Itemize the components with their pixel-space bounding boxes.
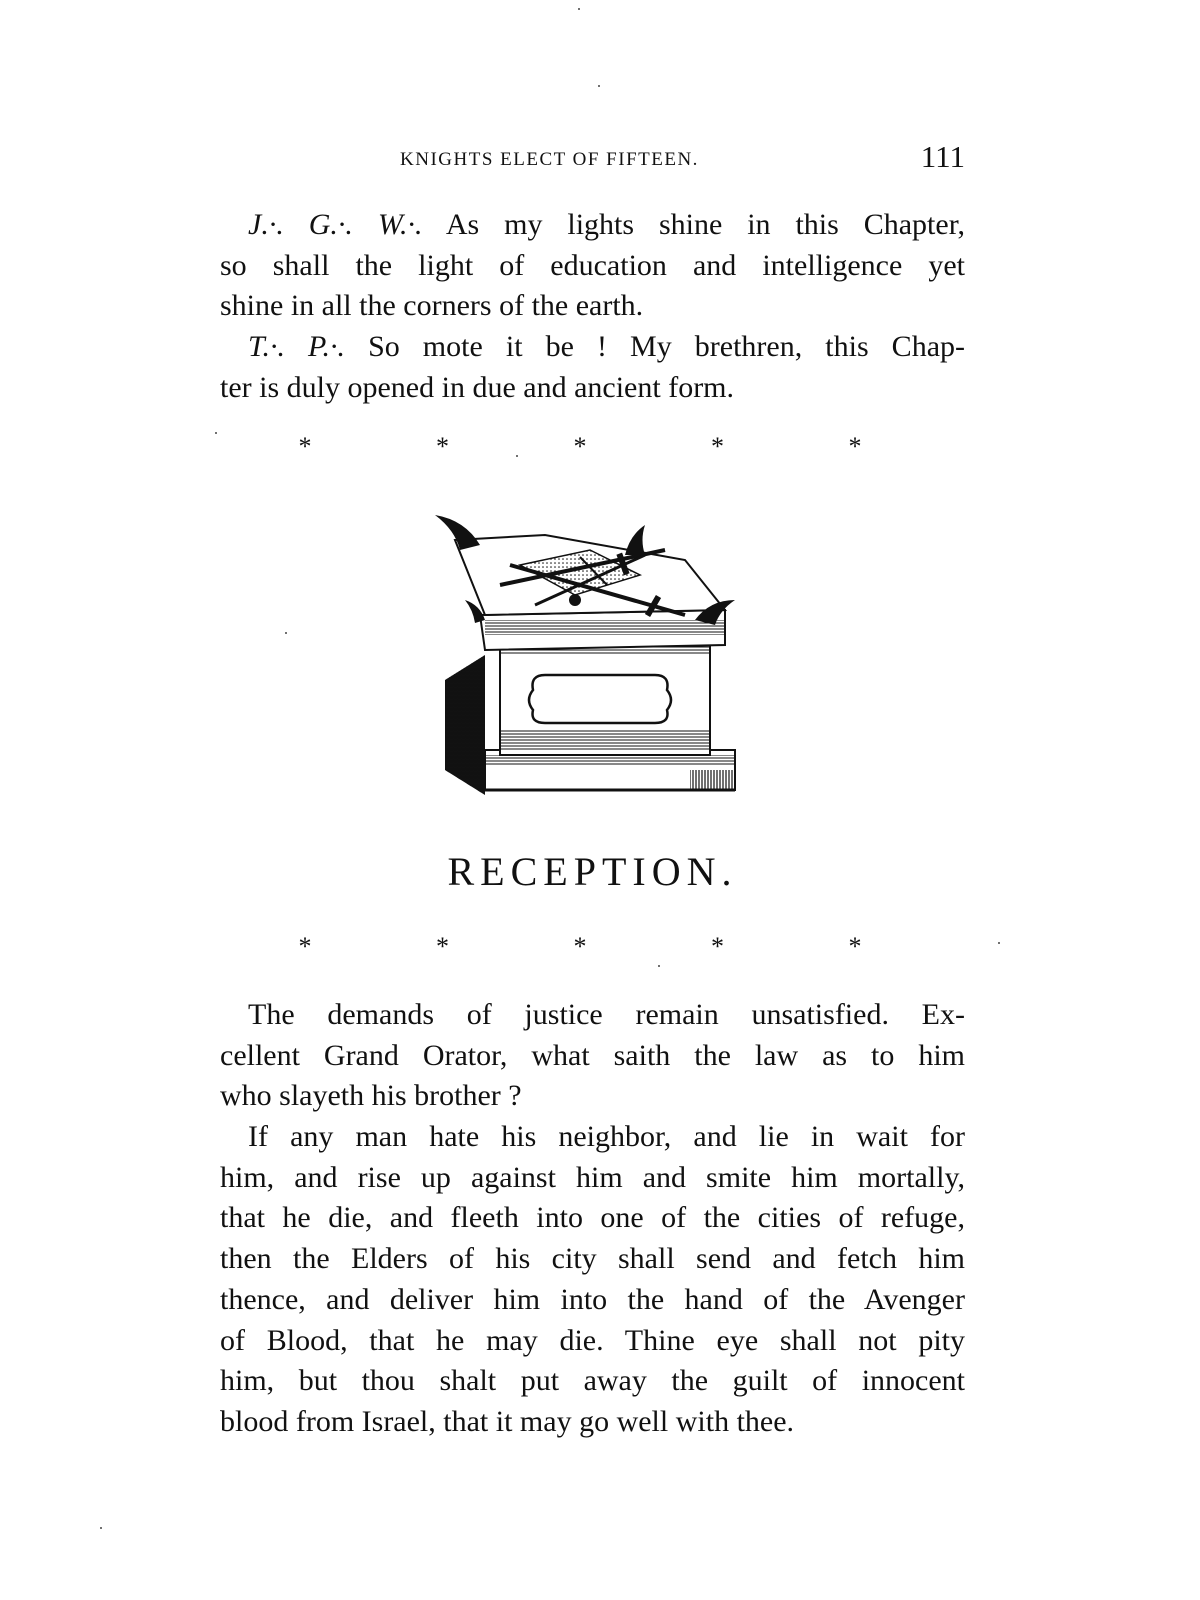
page-number: 111 [920,139,965,174]
text-line [220,205,965,246]
text-line: that he die, and fleeth into one of the cities of refuge, [220,1201,965,1235]
section-heading: RECEPTION. [447,849,738,894]
reception-text [220,995,965,1443]
speaker-abbreviation: J.·. G.·. W.·. [248,208,423,241]
text-line [220,327,965,368]
cartouche-panel [529,675,671,723]
text-line: blood from Israel, that it may go well with thee. [220,1404,795,1438]
text-line: cellent Grand Orator, what saith the law as to him [220,1038,965,1072]
text-line: ter is duly opened in due and ancient form. [220,370,735,404]
asterism-divider [290,932,870,962]
asterism-divider [290,432,870,462]
asterisk: * [298,932,312,961]
scan-speck [516,455,518,457]
altar-illustration [425,505,745,810]
asterisk: * [573,432,587,461]
asterisk: * [711,932,724,961]
running-title: KNIGHTS ELECT OF FIFTEEN. [400,149,699,170]
text-line: him, and rise up against him and smite him mortally, [220,1160,965,1194]
paragraph-thrice-potent [220,327,965,408]
scan-speck [578,8,580,10]
asterisk: * [848,432,862,461]
text-span: So mote it be ! My brethren, this Chap- [368,330,966,364]
scan-speck [658,965,660,967]
running-head [220,135,965,175]
asterisk: * [848,932,862,961]
text-line: If any man hate his neighbor, and lie in wait for [248,1120,965,1154]
scan-speck [215,432,217,434]
asterisk: * [298,432,312,461]
text-line: of Blood, that he may die. Thine eye shall not pity [220,1323,965,1357]
scan-speck [998,942,1000,944]
text-line: then the Elders of his city shall send and fetch him [220,1242,965,1276]
scan-speck [285,632,287,634]
text-line: who slayeth his brother ? [220,1079,522,1113]
paragraph-demands-of-justice [220,995,965,1117]
altar-horn-back [625,525,645,555]
text-line: The demands of justice remain unsatisfied. Ex- [248,998,965,1031]
asterisk: * [573,932,587,961]
text-line: thence, and deliver him into the hand of the Avenger [220,1282,965,1316]
scan-speck [598,85,600,87]
text-line: so shall the light of education and intelligence yet [220,248,965,282]
asterisk: * [436,932,449,961]
text-span: As my lights shine in this Chapter, [445,208,965,241]
speaker-abbreviation: T.·. P.·. [248,330,345,364]
text-line: shine in all the corners of the earth. [220,289,644,323]
scan-speck [100,1527,102,1529]
paragraph-junior-grand-warden [220,205,965,327]
asterisk: * [436,432,449,461]
opening-dialogue [220,205,965,408]
asterisk: * [711,432,724,461]
text-line: him, but thou shalt put away the guilt of innocent [220,1364,965,1398]
paragraph-law-quotation [220,1117,965,1443]
